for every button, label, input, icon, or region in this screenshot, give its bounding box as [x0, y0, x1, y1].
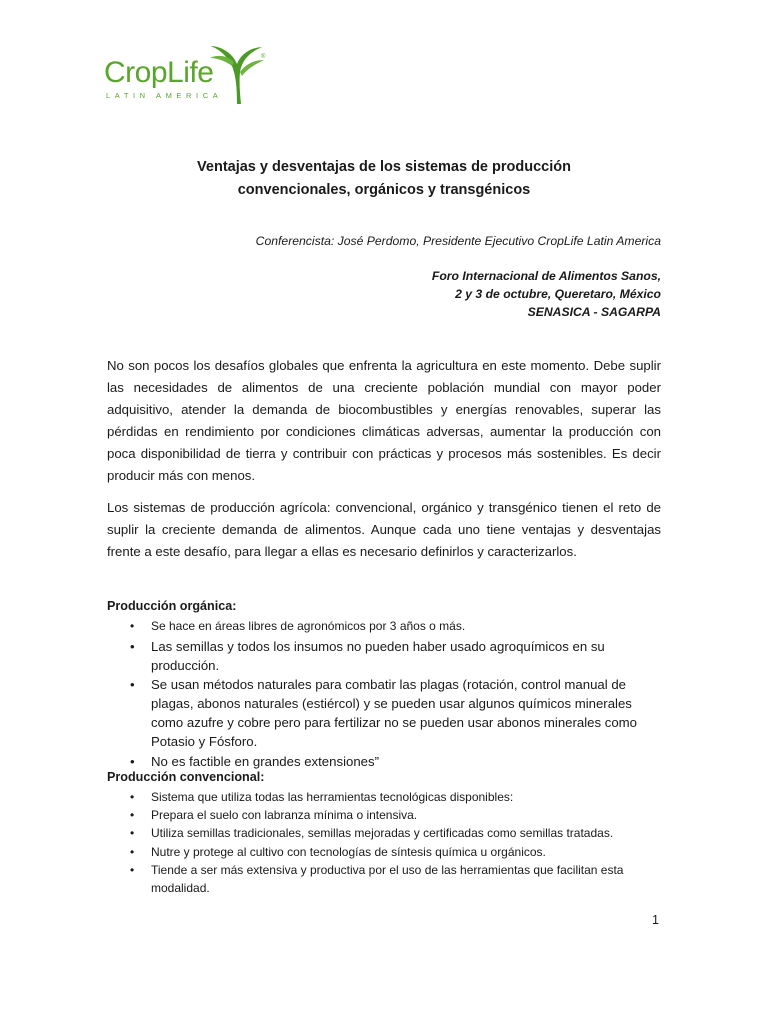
list-item: • Se usan métodos naturales para combatir las plagas (rotación, control manual de plagas, abonos naturales (estiércol) y se pueden usar algunos químicos minerales como azufre y cobre pero para fertilizar no se pueden usar abonos minerales como Potasio y Fósforo. — [107, 675, 662, 751]
croplife-logo — [104, 42, 274, 108]
conventional-list — [107, 788, 662, 897]
page-number: 1 — [652, 913, 659, 927]
organic-list — [107, 617, 662, 771]
list-item: • Se hace en áreas libres de agronómicos por 3 años o más. — [107, 617, 662, 636]
speaker-credit: Conferencista: José Perdomo, Presidente Ejecutivo CropLife Latin America — [255, 234, 661, 248]
event-info — [432, 267, 661, 321]
event-line-2: 2 y 3 de octubre, Queretaro, México — [455, 287, 661, 301]
event-line-1: Foro Internacional de Alimentos Sanos, — [431, 269, 661, 283]
list-item: • No es factible en grandes extensiones” — [107, 752, 662, 771]
document-title — [110, 156, 658, 202]
conventional-heading: Producción convencional: — [107, 770, 265, 784]
title-line-1: Ventajas y desventajas de los sistemas de producción — [197, 159, 571, 175]
title-line-2: convencionales, orgánicos y transgénicos — [237, 182, 531, 198]
list-item: • Utiliza semillas tradicionales, semillas mejoradas y certificadas como semillas tratadas. — [107, 824, 662, 842]
paragraph-2: Los sistemas de producción agrícola: convencional, orgánico y transgénico tienen el reto de suplir la creciente demanda de alimentos. Aunque cada uno tiene ventajas y desventajas frente a este desafío, para llegar a ellas es necesario definirlos y caracterizarlos. — [107, 500, 661, 559]
logo-subtitle: LATIN AMERICA — [106, 91, 223, 100]
registered-mark: ® — [261, 54, 266, 60]
paragraph-1: No son pocos los desafíos globales que enfrenta la agricultura en este momento. Debe suplir las necesidades de alimentos de una creciente población mundial con mayor poder adquisitivo, atender la demanda de biocombustibles y energías renovables, superar las pérdidas en rendimiento por condiciones climáticas adversas, aumentar la producción con poca disponibilidad de tierra y contribuir con prácticas y procesos más sostenibles. Es decir producir más con menos. — [107, 358, 661, 483]
list-item: • Tiende a ser más extensiva y productiva por el uso de las herramientas que facilitan esta modalidad. — [107, 861, 662, 897]
list-item: • Prepara el suelo con labranza mínima o intensiva. — [107, 806, 662, 824]
list-item: • Las semillas y todos los insumos no pueden haber usado agroquímicos en su producción. — [107, 637, 662, 675]
logo-wordmark: CropLife — [104, 56, 214, 89]
list-item: • Nutre y protege al cultivo con tecnologías de síntesis química u orgánicos. — [107, 843, 662, 861]
organic-heading: Producción orgánica: — [107, 599, 237, 613]
list-item: • Sistema que utiliza todas las herramientas tecnológicas disponibles: — [107, 788, 662, 806]
event-line-3: SENASICA - SAGARPA — [527, 305, 661, 319]
